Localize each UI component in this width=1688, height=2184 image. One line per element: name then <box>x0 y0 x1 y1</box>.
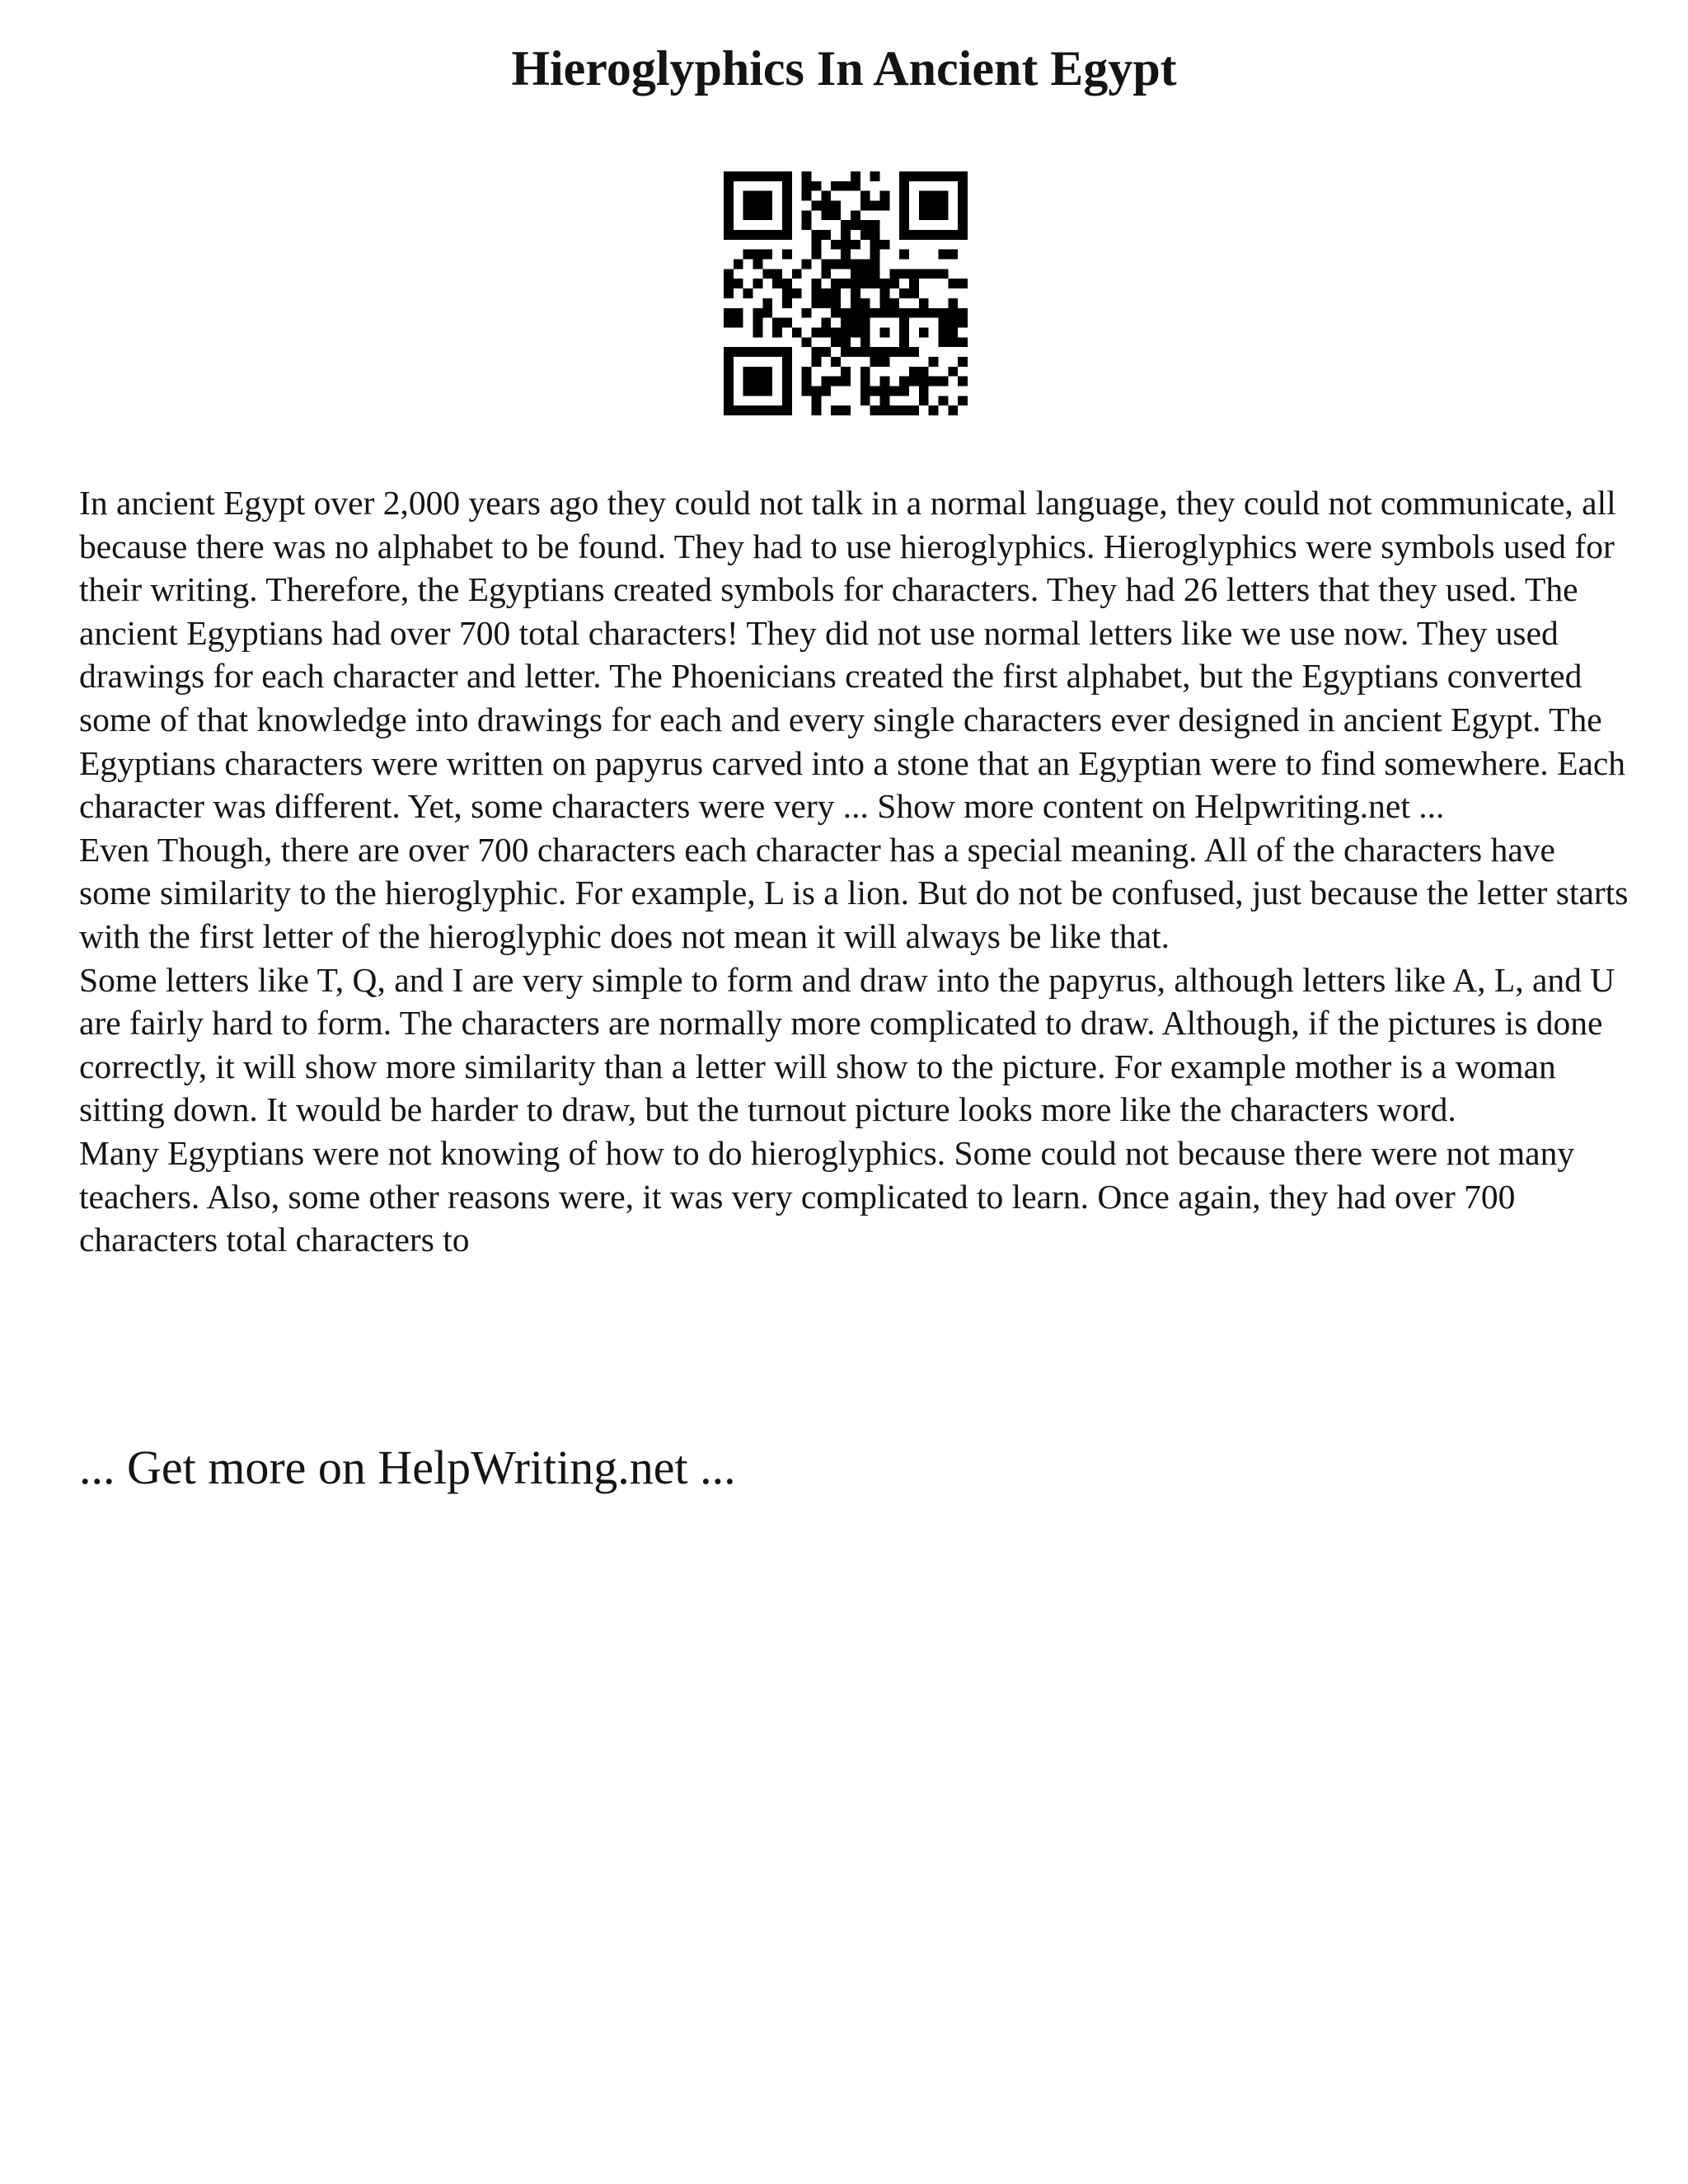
paragraph: Some letters like T, Q, and I are very simple to form and draw into the papyrus, although letters like A, L, and U are fairly hard to form. The characters are normally more complicated to draw. Although, if the pictures is done correctly, it will show more similarity than a letter will show to the picture. For example mother is a woman sitting down. It would be harder to draw, but the turnout picture looks more like the characters word. <box>79 960 1615 1129</box>
document-title: Hieroglyphics In Ancient Egypt <box>511 41 1177 96</box>
document-body <box>79 481 1629 1262</box>
paragraph: Even Though, there are over 700 characters each character has a special meaning. All of the characters have some similarity to the hieroglyphic. For example, L is a lion. But do not be confused, just because the letter starts with the first letter of the hieroglyphic does not mean it will always be like that. <box>79 830 1629 955</box>
qr-code-icon <box>724 171 968 415</box>
get-more-link[interactable]: ... Get more on HelpWriting.net ... <box>79 1441 736 1494</box>
paragraph: In ancient Egypt over 2,000 years ago they could not talk in a normal language, they could not communicate, all because there was no alphabet to be found. They had to use hieroglyphics. Hieroglyphics were symbols used for their writing. Therefore, the Egyptians created symbols for characters. They had 26 letters that they used. The ancient Egyptians had over 700 total characters! They did not use normal letters like we use now. They used drawings for each character and letter. The Phoenicians created the first alphabet, but the Egyptians converted some of that knowledge into drawings for each and every single characters ever designed in ancient Egypt. The Egyptians characters were written on papyrus carved into a stone that an Egyptian were to find somewhere. Each character was different. Yet, some characters were very ... Show more content on Helpwriting.net ... <box>79 484 1626 826</box>
paragraph: Many Egyptians were not knowing of how to do hieroglyphics. Some could not because there were not many teachers. Also, some other reasons were, it was very complicated to learn. Once again, they had over 700 characters total characters to <box>79 1133 1575 1259</box>
